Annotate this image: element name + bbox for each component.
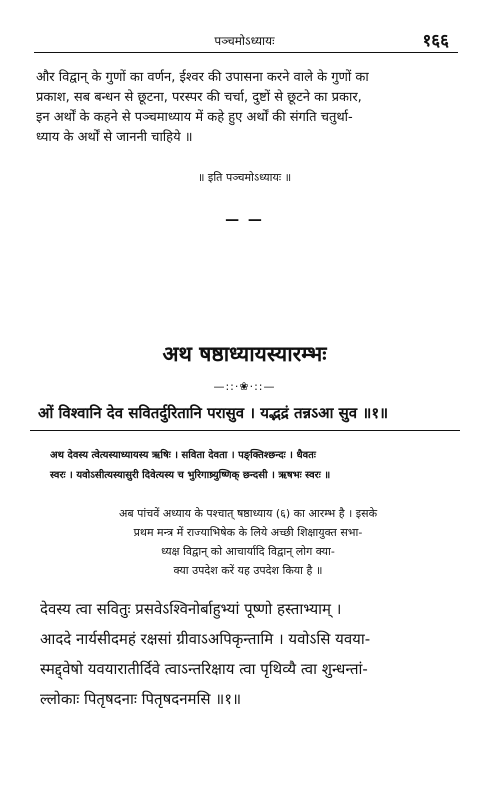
meta-line: अथ देवस्य त्वेत्यस्याध्यायस्य ऋषिः । सविता देवता । पङ्क्तिश्छन्दः । धैवतः xyxy=(50,450,316,461)
summary-line: इन अर्थों के कहने से पञ्चमाध्याय में कहे हुए अर्थों की संगति चतुर्था- xyxy=(36,110,353,125)
intro-line: क्या उपदेश करें यह उपदेश किया है ॥ xyxy=(173,564,323,577)
ornament-divider: —::·❀·::— xyxy=(213,380,276,393)
summary-line: प्रकाश, सब बन्धन से छूटना, परस्पर की चर्चा, दुष्टों से छूटने का प्रकार, xyxy=(36,90,362,105)
meta-line: स्वरः । यवोऽसीत्यस्यासुरी दिवेत्यस्य च भुरिगाष्र्युष्णिक् छन्दसी । ऋषभः स्वरः ॥ xyxy=(50,470,331,481)
section-separator: — — xyxy=(225,212,264,228)
chapter-end-marker: ॥ इति पञ्चमोऽध्यायः ॥ xyxy=(197,171,292,184)
page-number: १६६ xyxy=(422,31,449,51)
intro-line: ध्यक्ष विद्वान् को आचार्यादि विद्वान् लोग क्या- xyxy=(161,545,335,558)
intro-line: अब पांचवें अध्याय के पश्चात् षष्ठाध्याय (६) का आरम्भ है । इसके xyxy=(118,507,378,520)
mantra-line: स्मद्द्वेषो यवयारातीर्दिवे त्वाऽन्तरिक्षाय त्वा पृथिव्यै त्वा शुन्धन्तां- xyxy=(40,660,368,678)
mantra-line: देवस्य त्वा सवितुः प्रसवेऽश्विनोर्बाहुभ्यां पूष्णो हस्ताभ्याम् । xyxy=(40,600,342,618)
header-divider xyxy=(34,52,458,53)
running-header: पञ्चमोऽध्यायः xyxy=(214,34,275,48)
mantra-introduction xyxy=(36,504,460,580)
chapter-heading: अथ षष्ठाध्यायस्यारम्भः xyxy=(162,342,327,366)
opening-mantra: ओं विश्वानि देव सवितर्दुरितानि परासुव । यद्भद्रं तन्नऽआ सुव ॥१॥ xyxy=(38,404,389,422)
summary-line: और विद्वान् के गुणों का वर्णन, ईश्वर की उपासना करने वाले के गुणों का xyxy=(36,70,369,85)
first-mantra-text xyxy=(40,594,464,714)
rishi-devata-chhanda-note xyxy=(50,446,460,486)
mantra-line: आददे नार्यसीदमहं रक्षसां ग्रीवाऽअपिकृन्तामि । यवोऽसि यवया- xyxy=(40,630,371,648)
mantra-underline xyxy=(30,430,460,431)
summary-line: ध्याय के अर्थों से जाननी चाहिये ॥ xyxy=(36,130,193,145)
mantra-line: ल्लोकाः पितृषदनाः पितृषदनमसि ॥१॥ xyxy=(40,690,242,708)
chapter-summary-paragraph xyxy=(36,68,456,148)
intro-line: प्रथम मन्त्र में राज्याभिषेक के लिये अच्छी शिक्षायुक्त सभा- xyxy=(133,526,363,539)
